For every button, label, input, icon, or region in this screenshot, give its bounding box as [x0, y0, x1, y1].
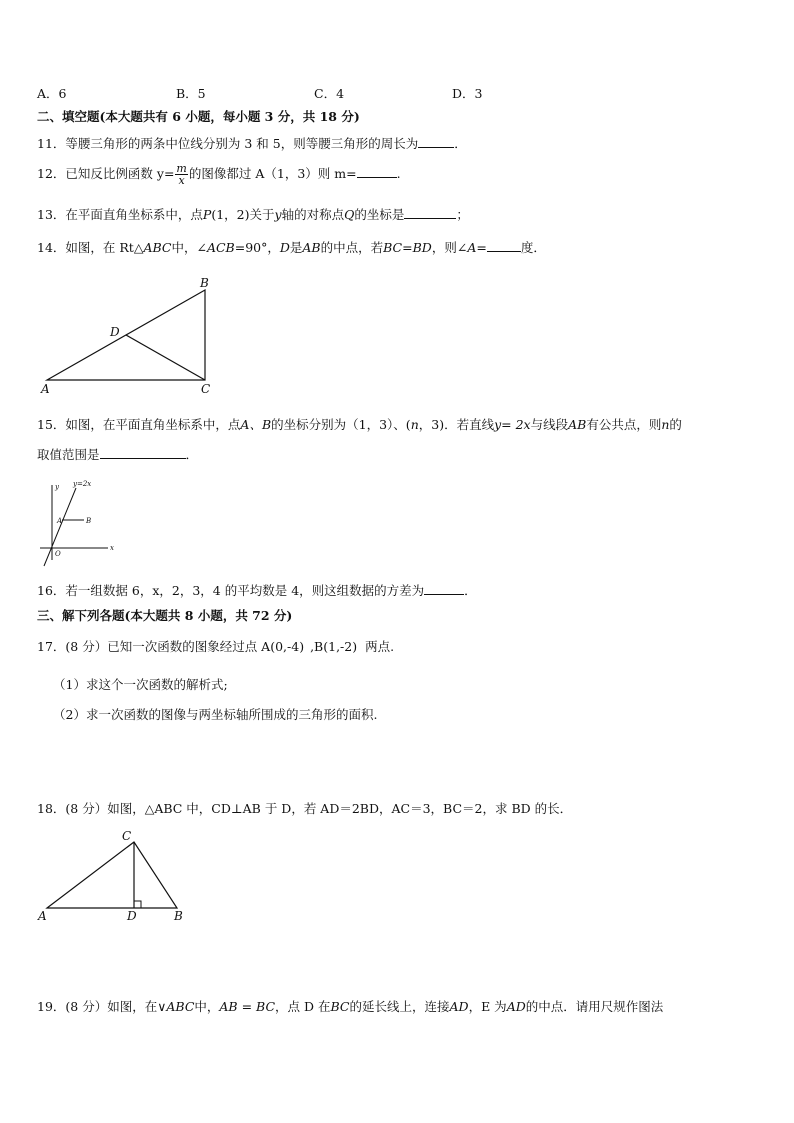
q15-mid2: ，3)．若直线 [418, 417, 495, 432]
q15-blank [100, 446, 186, 459]
q17-mid: ,B [310, 639, 324, 654]
q19-bc: BC [330, 999, 350, 1014]
right-angle-mark [134, 901, 141, 908]
q17-sub-1: （1）求这个一次函数的解析式; [53, 677, 228, 692]
option-b: B．5 [176, 86, 206, 101]
section-3-title: 三、解下列各题(本大题共 8 小题，共 72 分) [37, 608, 293, 623]
q14-acb: ACB [206, 240, 235, 255]
q14-ab: AB [302, 240, 321, 255]
q14-mid1: 中，∠ [171, 240, 207, 255]
q15-seg: AB [568, 417, 587, 432]
q12-end: . [396, 166, 401, 181]
q19-eq: AB = BC [219, 999, 276, 1014]
question-15 [37, 416, 682, 434]
q13-post: 的坐标是 [354, 207, 405, 222]
q13-end: ； [456, 207, 469, 222]
label-b: B [174, 909, 183, 923]
q14-eq: = [402, 240, 413, 255]
q17-post: 两点. [365, 639, 395, 654]
q13-pre: 13．在平面直角坐标系中，点 [37, 207, 203, 222]
label-function: y=2x [73, 480, 92, 488]
q15-mid3: 与线段 [530, 417, 569, 432]
q15-end: ． [185, 447, 199, 462]
label-point-a: A [57, 517, 63, 525]
q12-blank [357, 165, 397, 178]
q16-end: ． [464, 583, 477, 598]
label-b: B [200, 276, 209, 290]
question-12 [37, 163, 401, 186]
question-13 [37, 206, 469, 224]
q14-abc: ABC [143, 240, 172, 255]
q12-post: 的图像都过 A（1，3）则 m= [188, 166, 357, 181]
label-point-b: B [86, 517, 92, 525]
q14-bd: BD [412, 240, 432, 255]
q13-mid2: 轴的对称点 [281, 207, 345, 222]
q19-ad2: AD [506, 999, 526, 1014]
q19-pre: 19．(8 分）如图，在 [37, 999, 158, 1014]
segment-dc [126, 335, 205, 380]
q13-y: y [274, 207, 282, 222]
triangle-abc [47, 842, 177, 908]
triangle-abc [47, 290, 205, 380]
label-d: D [110, 325, 120, 339]
label-c: C [201, 382, 211, 396]
question-11 [37, 135, 467, 153]
q14-mid3: 是 [289, 240, 303, 255]
question-16 [37, 582, 477, 600]
q14-post: = [476, 240, 487, 255]
q15-mid4: 有公共点，则 [586, 417, 662, 432]
q13-point-p: P [202, 207, 212, 222]
option-a: A．6 [37, 86, 67, 101]
q14-blank [487, 239, 521, 252]
question-19 [37, 998, 663, 1016]
q16-text: 16．若一组数据 6，x，2，3，4 的平均数是 4，则这组数据的方差为 [37, 583, 425, 598]
q11-end: ． [454, 136, 467, 151]
label-x-axis: x [110, 544, 114, 552]
q15-line2: 取值范围是 [37, 447, 100, 462]
option-c: C．4 [314, 86, 345, 101]
label-d: D [127, 909, 137, 923]
fraction-numerator: m [176, 162, 187, 175]
q11-blank [418, 135, 454, 148]
option-d: D．3 [452, 86, 483, 101]
q16-blank [424, 582, 464, 595]
q19-mid3: 的延长线上，连接 [349, 999, 450, 1014]
q14-d: D [279, 240, 290, 255]
q13-blank [404, 206, 456, 219]
q13-point-q: Q [344, 207, 355, 222]
question-15-line-2 [37, 446, 198, 464]
q15-ab: A、B [240, 417, 272, 432]
q19-mid2: ，点 D 在 [275, 999, 331, 1014]
label-y-axis: y [55, 483, 59, 491]
q14-mid2: =90°， [234, 240, 280, 255]
q19-mid: 中， [194, 999, 220, 1014]
q15-pre: 15．如图，在平面直角坐标系中，点 [37, 417, 241, 432]
q14-mid5: ，则∠ [431, 240, 468, 255]
question-17 [37, 638, 394, 656]
fraction-m-over-x [175, 163, 187, 186]
label-c: C [122, 829, 132, 843]
q19-mid4: ，E 为 [468, 999, 507, 1014]
q19-ad: AD [449, 999, 469, 1014]
q19-post: 的中点．请用尺规作图法 [525, 999, 664, 1014]
q15-post: 的 [669, 417, 682, 432]
q14-end: 度． [520, 240, 546, 255]
q11-text: 11．等腰三角形的两条中位线分别为 3 和 5，则等腰三角形的周长为 [37, 136, 419, 151]
q14-mid4: 的中点，若 [320, 240, 384, 255]
q15-n2: n [661, 417, 670, 432]
q14-bc: BC [383, 240, 403, 255]
label-a: A [38, 909, 47, 923]
question-18: 18．(8 分）如图，△ABC 中，CD⊥AB 于 D，若 AD＝2BD，AC＝3，BC＝2，求 BD 的长． [37, 801, 573, 816]
label-a: A [41, 382, 50, 396]
q17-point-b: (1,-2) [323, 639, 358, 654]
question-14 [37, 239, 546, 257]
q13-mid: 关于 [249, 207, 275, 222]
line-y-2x [44, 488, 76, 566]
fraction-denominator: x [178, 174, 185, 187]
q15-eq: y= 2x [494, 417, 531, 432]
label-origin: O [55, 550, 61, 558]
section-2-title: 二、填空题(本大题共有 6 小题，每小题 3 分，共 18 分) [37, 109, 360, 124]
q14-a: A [467, 240, 477, 255]
q17-pre: 17．(8 分）已知一次函数的图象经过点 A [37, 639, 271, 654]
q13-coords: (1，2) [211, 207, 250, 222]
q15-n: n [410, 417, 419, 432]
q14-pre: 14．如图，在 Rt△ [37, 240, 144, 255]
q17-point-a: (0,-4) [270, 639, 305, 654]
q15-mid: 的坐标分别为（1，3）、( [271, 417, 411, 432]
q17-sub-2: （2）求一次函数的图像与两坐标轴所围成的三角形的面积. [53, 707, 378, 722]
q19-tri: ∨ABC [157, 999, 195, 1014]
q12-pre: 12．已知反比例函数 y= [37, 166, 175, 181]
